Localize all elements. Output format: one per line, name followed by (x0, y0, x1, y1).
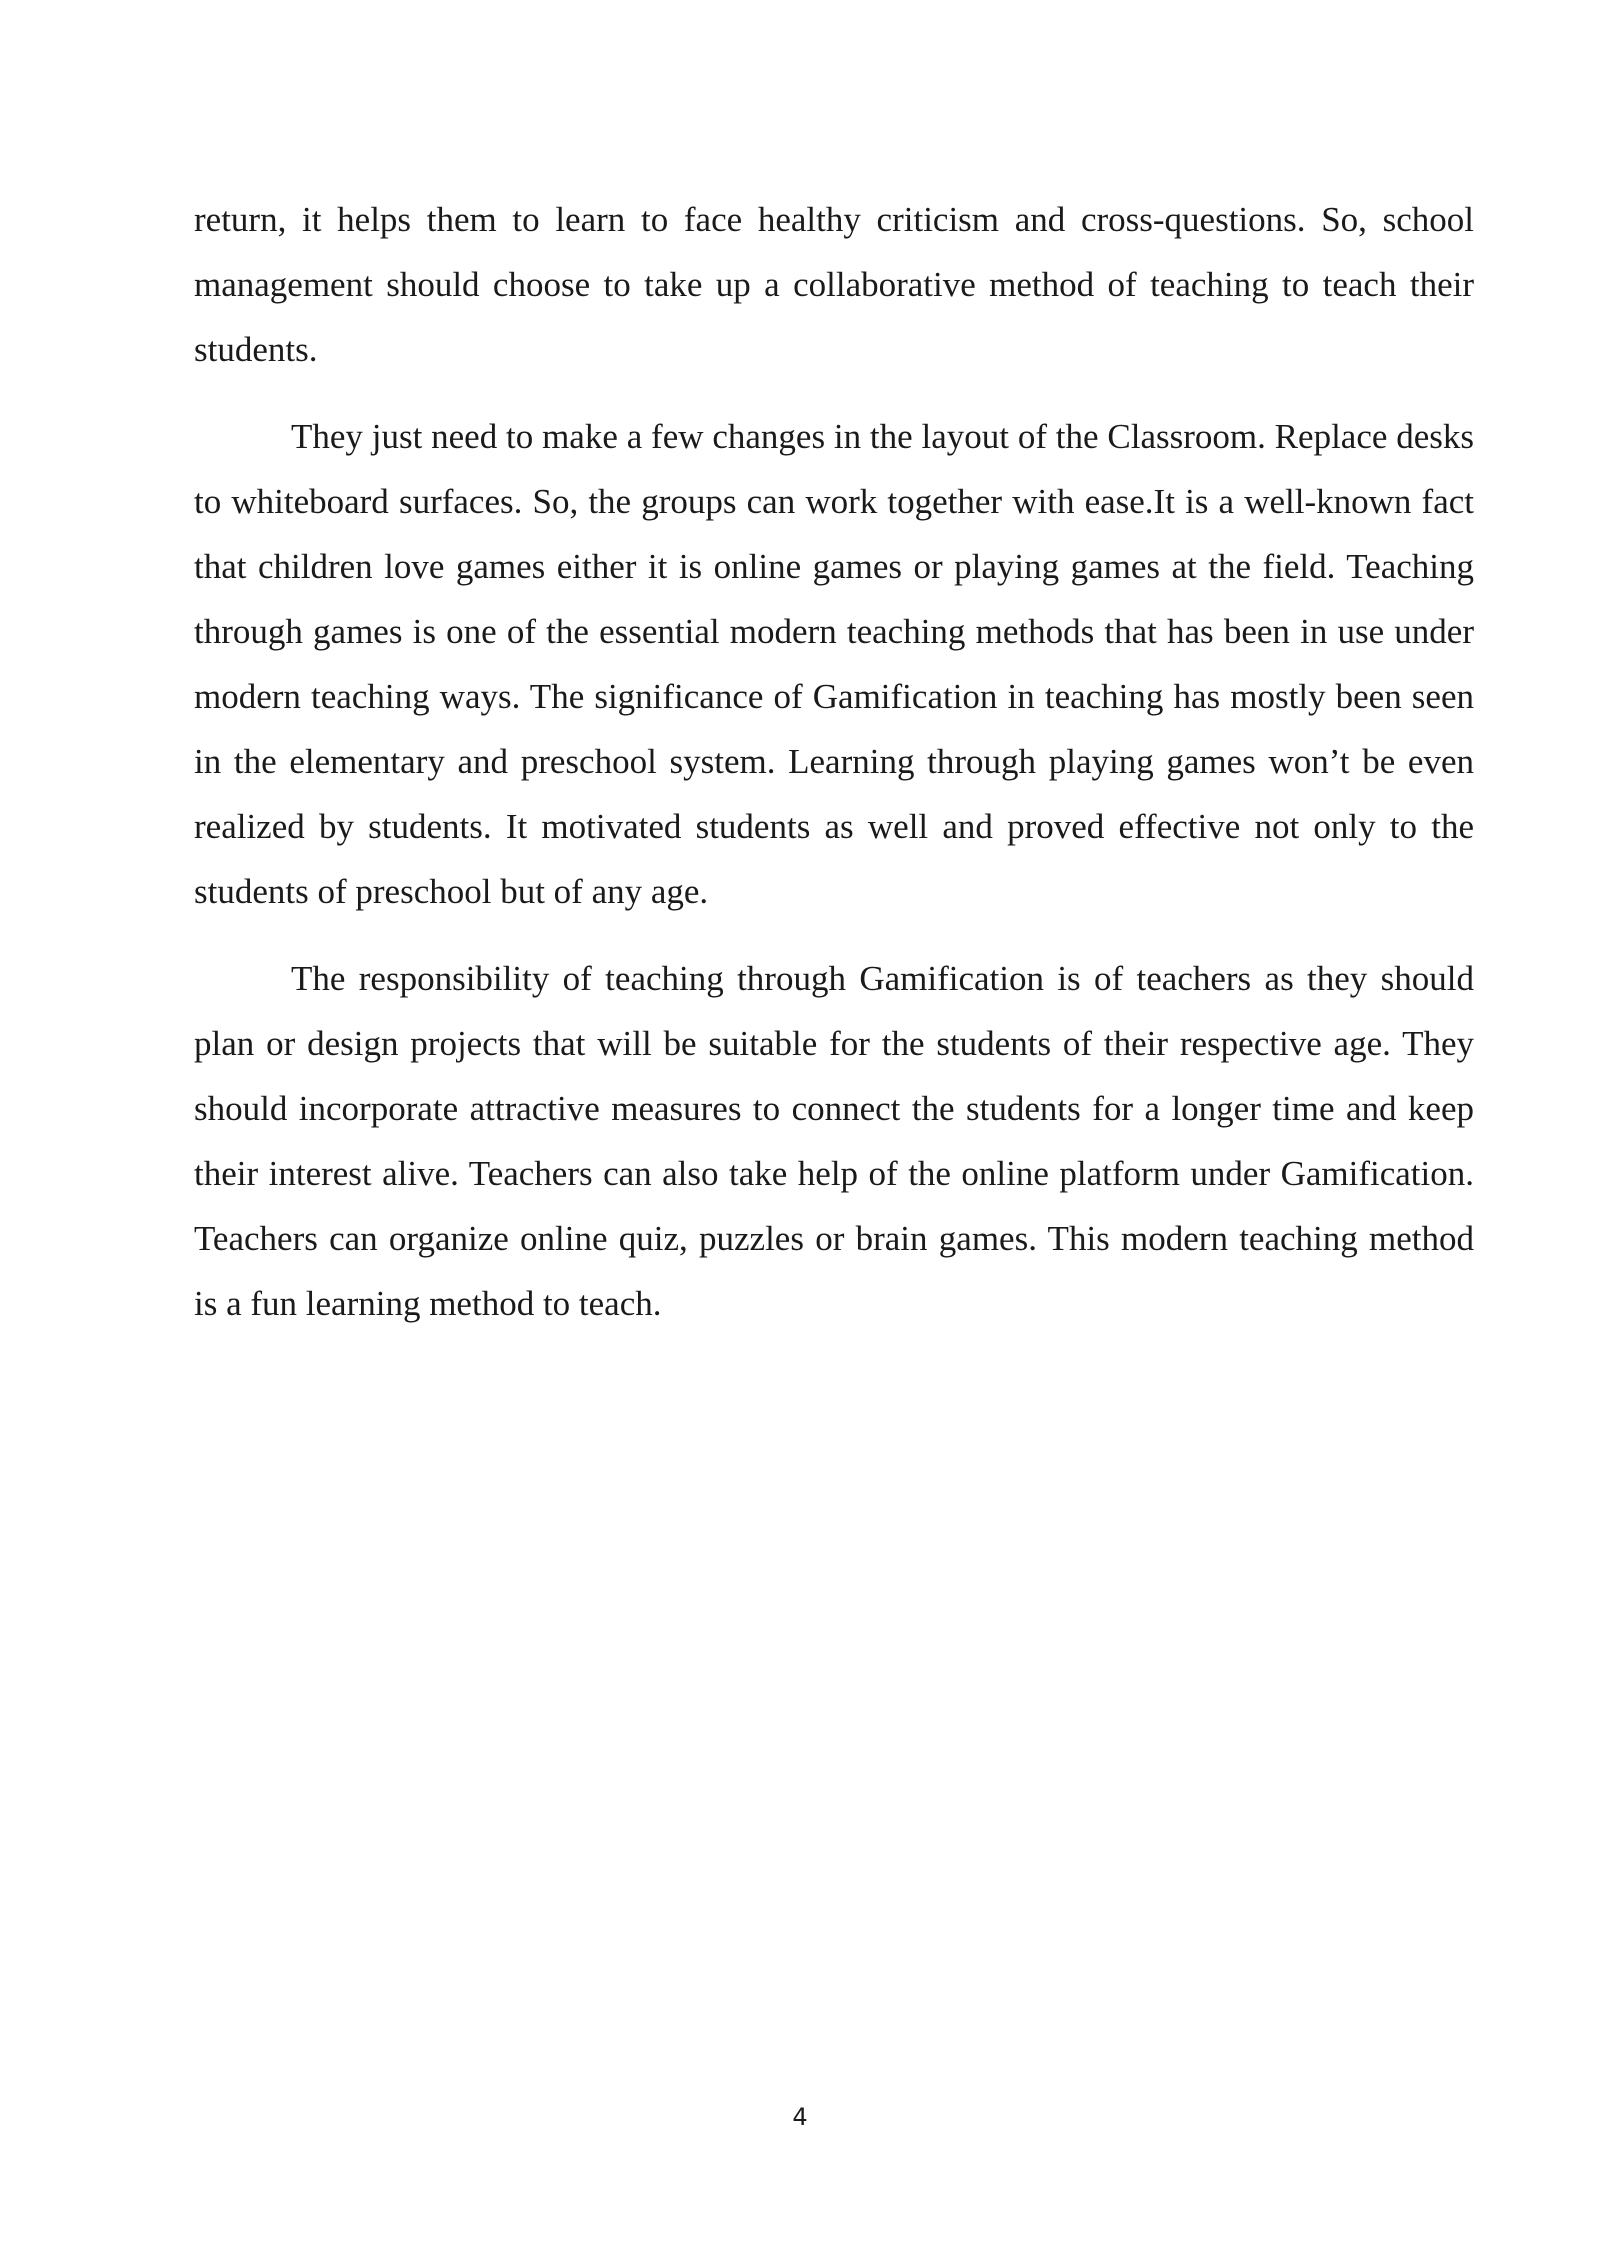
page-number: 4 (792, 2103, 808, 2131)
paragraph: The responsibility of teaching through Gamification is of teachers as they should plan or design projects that will be suitable for the students of their respective age. They should incorporate attractive measures to connect the students for a longer time and keep their interest alive. Teachers can also take help of the online platform under Gamification. Teachers can organize online quiz, puzzles or brain games. This modern teaching method is a fun learning method to teach. (194, 959, 1474, 1323)
body-text (194, 187, 1474, 1358)
paragraph: They just need to make a few changes in the layout of the Classroom. Replace desks to whiteboard surfaces. So, the groups can work together with ease.It is a well-known fact that children love games either it is online games or playing games at the field. Teaching through games is one of the essential modern teaching methods that has been in use under modern teaching ways. The significance of Gamification in teaching has mostly been seen in the elementary and preschool system. Learning through playing games won’t be even realized by students. It motivated students as well and proved effective not only to the students of preschool but of any age. (194, 417, 1474, 911)
paragraph: return, it helps them to learn to face healthy criticism and cross-questions. So, school management should choose to take up a collaborative method of teaching to teach their students. (194, 200, 1474, 369)
